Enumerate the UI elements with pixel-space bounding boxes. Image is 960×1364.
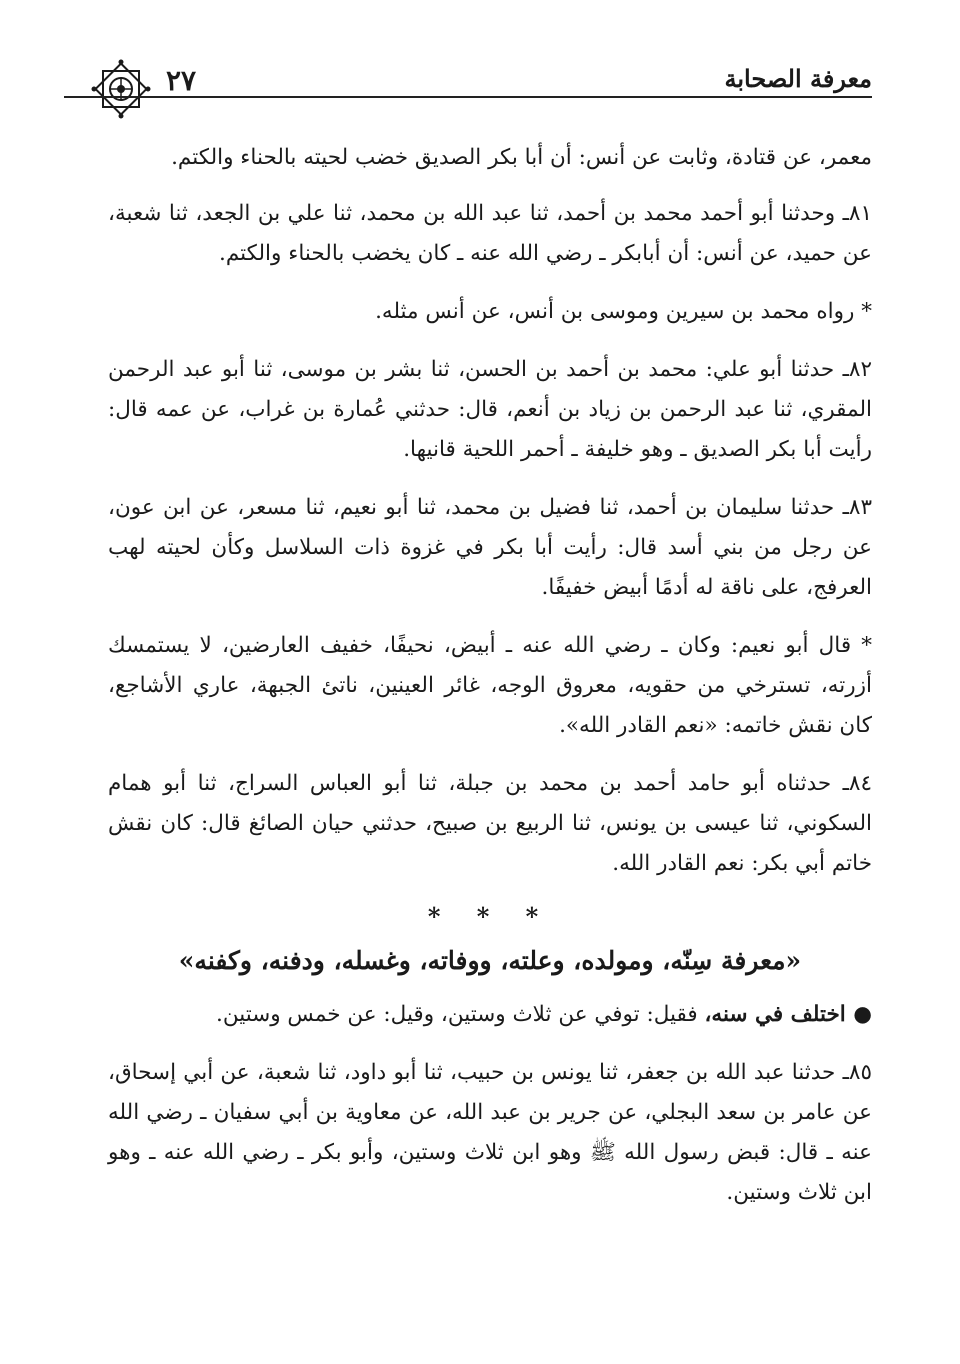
header-divider [64, 96, 872, 98]
hadith-84: ٨٤ـ حدثناه أبو حامد أحمد بن محمد بن جبلة، ثنا أبو العباس السراج، ثنا أبو همام السكوني، ثنا عيسى بن يونس، ثنا الربيع بن صبيح، حدثني حيان الصائغ قال: كان نقش خاتم أبي بكر: نعم القادر الله. [108, 771, 872, 876]
hadith-81-note: * رواه محمد بن سيرين وموسى بن أنس، عن أنس مثله. [375, 299, 872, 324]
page-number: ٢٧ [166, 64, 197, 97]
page-header [90, 58, 872, 114]
paragraph-continuation: معمر، عن قتادة، وثابت عن أنس: أن أبا بكر الصديق خضب لحيته بالحناء والكتم. [171, 145, 872, 170]
hadith-81: ٨١ـ وحدثنا أبو أحمد محمد بن أحمد، ثنا عبد الله بن محمد، ثنا علي بن الجعد، ثنا شعبة، عن حميد، عن أنس: أن أبابكر ـ رضي الله عنه ـ كان يخضب بالحناء والكتم. [108, 201, 872, 266]
section-lead [108, 995, 872, 1035]
page-body [108, 138, 872, 1231]
hadith-85: ٨٥ـ حدثنا عبد الله بن جعفر، ثنا يونس بن حبيب، ثنا أبو داود، ثنا شعبة، عن أبي إسحاق، عن عامر بن سعد البجلي، عن جرير بن عبد الله، عن معاوية بن أبي سفيان ـ رضي الله عنه ـ قال: قبض رسول الله ﷺ وهو ابن ثلاث وستين، وأبو بكر ـ رضي الله عنه ـ وهو ابن ثلاث وستين. [108, 1060, 872, 1205]
hadith-82: ٨٢ـ حدثنا أبو علي: محمد بن أحمد بن الحسن، ثنا بشر بن موسى، ثنا أبو عبد الرحمن المقري، ثنا عبد الرحمن بن زياد بن أنعم، قال: حدثني عُمارة بن غراب، عن عمه قال: رأيت أبا بكر الصديق ـ وهو خليفة ـ أحمر اللحية قانيها. [108, 357, 872, 462]
section-lead-text: فقيل: توفي عن ثلاث وستين، وقيل: عن خمس وستين. [216, 1002, 705, 1027]
running-title: معرفة الصحابة [724, 64, 872, 93]
octagram-ornament-icon [90, 58, 152, 120]
hadith-83-note: * قال أبو نعيم: وكان ـ رضي الله عنه ـ أبيض، نحيفًا، خفيف العارضين، لا يستمسك أزرته، تسترخي من حقويه، معروق الوجه، غائر العينين، ناتئ الجبهة، عاري الأشاجع، كان نقش خاتمه: «نعم القادر الله». [108, 633, 872, 738]
section-separator: * * * [427, 902, 553, 931]
hadith-83: ٨٣ـ حدثنا سليمان بن أحمد، ثنا فضيل بن محمد، ثنا أبو نعيم، ثنا مسعر، عن ابن عون، عن رجل من بني أسد قال: رأيت أبا بكر في غزوة ذات السلاسل وكأن لحيته لهب العرفج، على ناقة له أدمًا أبيض خفيفًا. [108, 495, 872, 600]
section-lead-bold: ● اختلف في سنه، [704, 1002, 872, 1027]
section-heading: «معرفة سِنّه، ومولده، وعلته، ووفاته، وغسله، ودفنه، وكفنه» [178, 946, 802, 975]
